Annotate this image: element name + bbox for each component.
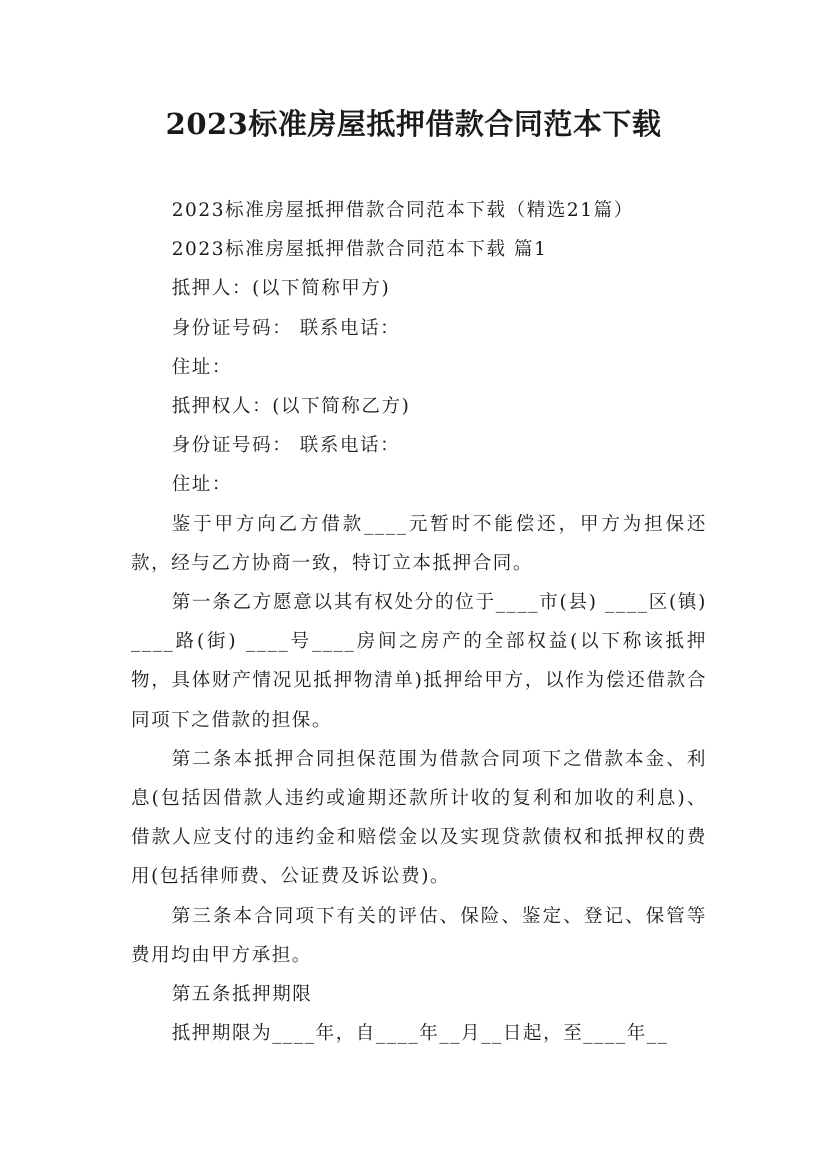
mortgagor-address-line: 住址： <box>171 356 232 378</box>
subtitle-line: 2023标准房屋抵押借款合同范本下载（精选21篇） <box>171 200 634 221</box>
mortgagee-line: 抵押权人：(以下简称乙方) <box>171 396 411 418</box>
article-1-paragraph: 第一条乙方愿意以其有权处分的位于____市(县) ____区(镇) ____路(街) ____号____房间之房产的全部权益(以下称该抵押物，具体财产情况见抵押物清单)抵押给甲方，以作为偿还借款合同项下之借款的担保。 <box>131 592 707 731</box>
document-title: 2023标准房屋抵押借款合同范本下载 <box>165 107 662 141</box>
preamble-paragraph: 鉴于甲方向乙方借款____元暂时不能偿还，甲方为担保还款，经与乙方协商一致，特订立本抵押合同。 <box>131 513 707 574</box>
document-body <box>131 191 707 1053</box>
mortgagee-id-phone-line: 身份证号码： 联系电话： <box>171 435 401 457</box>
section-title-line: 2023标准房屋抵押借款合同范本下载 篇1 <box>171 239 548 261</box>
article-3-paragraph: 第三条本合同项下有关的评估、保险、鉴定、登记、保管等费用均由甲方承担。 <box>131 905 707 966</box>
mortgagor-id-phone-line: 身份证号码： 联系电话： <box>171 317 401 339</box>
article-2-paragraph: 第二条本抵押合同担保范围为借款合同项下之借款本金、利息(包括因借款人违约或逾期还款所计收的复利和加收的利息)、借款人应支付的违约金和赔偿金以及实现贷款债权和抵押权的费用(包括律师费、公证费及诉讼费)。 <box>131 748 707 888</box>
mortgagee-address-line: 住址： <box>171 474 232 496</box>
mortgagor-line: 抵押人：(以下简称甲方) <box>171 278 391 300</box>
article-5-heading: 第五条抵押期限 <box>171 984 313 1006</box>
term-line: 抵押期限为____年，自____年__月__日起，至____年__ <box>171 1023 669 1045</box>
